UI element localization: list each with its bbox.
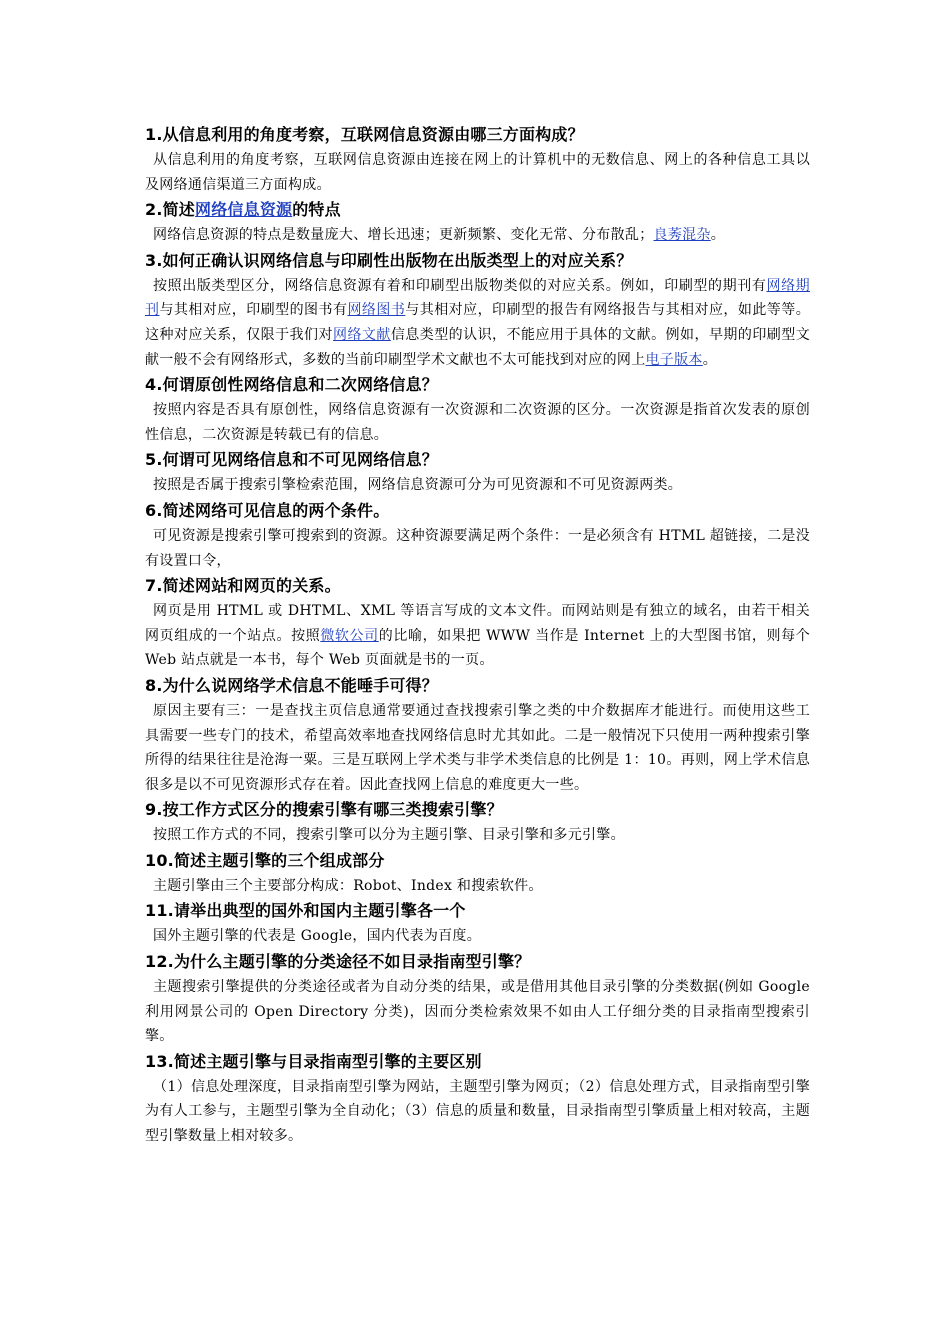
text-run: 13.简述主题引擎与目录指南型引擎的主要区别 xyxy=(145,1051,482,1071)
answer-paragraph-10 xyxy=(145,874,810,899)
hyperlink[interactable]: 网络期刊 xyxy=(145,277,810,319)
question-heading-5 xyxy=(145,447,810,473)
hyperlink[interactable]: 网络信息资源 xyxy=(195,200,293,220)
text-run: 10.简述主题引擎的三个组成部分 xyxy=(145,850,385,870)
question-heading-13 xyxy=(145,1049,810,1075)
document-page xyxy=(145,122,810,1149)
answer-paragraph-5 xyxy=(145,473,810,498)
text-run: 主题引擎由三个主要部分构成：Robot、Index 和搜索软件。 xyxy=(153,877,543,894)
text-run: 与其相对应，印刷型的图书有 xyxy=(159,302,348,319)
text-run: 按照出版类型区分，网络信息资源有着和印刷型出版物类似的对应关系。例如，印刷型的期刊有 xyxy=(153,277,767,294)
text-run: 12.为什么主题引擎的分类途径不如目录指南型引擎？ xyxy=(145,952,531,972)
answer-paragraph-13 xyxy=(145,1075,810,1149)
hyperlink[interactable]: 良莠混杂 xyxy=(653,227,711,244)
answer-paragraph-4 xyxy=(145,398,810,447)
hyperlink[interactable]: 网络图书 xyxy=(347,302,406,319)
answer-paragraph-9 xyxy=(145,823,810,848)
hyperlink[interactable]: 网络文献 xyxy=(332,326,391,343)
text-run: 按照内容是否具有原创性，网络信息资源有一次资源和二次资源的区分。一次资源是指首次发表的原创性信息，二次资源是转载已有的信息。 xyxy=(145,402,810,443)
text-run: 5.何谓可见网络信息和不可见网络信息？ xyxy=(145,450,439,470)
answer-paragraph-7 xyxy=(145,599,810,673)
question-heading-8 xyxy=(145,673,810,699)
question-heading-3 xyxy=(145,248,810,274)
hyperlink[interactable]: 微软公司 xyxy=(320,627,379,644)
text-run: 可见资源是搜索引擎可搜索到的资源。这种资源要满足两个条件：一是必须含有 HTML 超链接，二是没有设置口令， xyxy=(145,527,810,569)
question-heading-12 xyxy=(145,949,810,975)
text-run: 3.如何正确认识网络信息与印刷性出版物在出版类型上的对应关系？ xyxy=(145,250,633,270)
text-run: 9.按工作方式区分的搜索引擎有哪三类搜索引擎？ xyxy=(145,800,503,820)
question-heading-1 xyxy=(145,122,810,148)
question-heading-6 xyxy=(145,498,810,524)
question-heading-10 xyxy=(145,848,810,874)
text-run: 网页是用 HTML 或 DHTML、XML 等语言写成的文本文件。而网站则是有独立的域名，由若干相关网页组成的一个站点。按照 xyxy=(145,603,810,644)
answer-paragraph-12 xyxy=(145,975,810,1049)
text-run: 1.从信息利用的角度考察，互联网信息资源由哪三方面构成？ xyxy=(145,125,584,144)
question-heading-7 xyxy=(145,573,810,599)
text-run: 主题搜索引擎提供的分类途径或者为自动分类的结果，或是借用其他目录引擎的分类数据(例如 Google 利用网景公司的 Open Directory 分类)，因而分类检索效果不如由人工仔细分类的目录指南型搜索引擎。 xyxy=(145,979,810,1045)
text-run: 国外主题引擎的代表是 Google，国内代表为百度。 xyxy=(153,928,482,945)
text-run: 11.请举出典型的国外和国内主题引擎各一个 xyxy=(145,901,466,921)
text-run: 。 xyxy=(710,227,726,244)
text-run: （1）信息处理深度，目录指南型引擎为网站，主题型引擎为网页；（2）信息处理方式，目录指南型引擎为有人工参与，主题型引擎为全自动化；（3）信息的质量和数量，目录指南型引擎质量上相对较高，主题型引擎数量上相对较多。 xyxy=(145,1078,810,1145)
text-run: 4.何谓原创性网络信息和二次网络信息？ xyxy=(145,375,439,395)
text-run: 。 xyxy=(702,351,718,368)
text-run: 7.简述网站和网页的关系。 xyxy=(145,576,341,596)
text-run: 从信息利用的角度考察，互联网信息资源由连接在网上的计算机中的无数信息、网上的各种信息工具以及网络通信渠道三方面构成。 xyxy=(145,152,810,193)
text-run: 信息类型的认识，不能应用于具体的文献。例如，早期的印刷型文献一般不会有网络形式，多数的当前印刷型学术文献也不太可能找到对应的网上 xyxy=(145,326,810,368)
text-run: 2.简述 xyxy=(145,200,196,220)
text-run: 网络信息资源的特点是数量庞大、增长迅速；更新频繁、变化无常、分布散乱； xyxy=(153,227,654,244)
question-heading-4 xyxy=(145,372,810,398)
answer-paragraph-6 xyxy=(145,524,810,573)
text-run: 按照是否属于搜索引擎检索范围，网络信息资源可分为可见资源和不可见资源两类。 xyxy=(153,477,683,494)
question-heading-2 xyxy=(145,197,810,223)
answer-paragraph-8 xyxy=(145,699,810,797)
text-run: 与其相对应，印刷型的报告有网络报告与其相对应，如此等等。这种对应关系，仅限于我们对 xyxy=(145,302,810,343)
text-run: 原因主要有三：一是查找主页信息通常要通过查找搜索引擎之类的中介数据库才能进行。而使用这些工具需要一些专门的技术，希望高效率地查找网络信息时尤其如此。二是一般情况下只使用一两种搜索引擎所得的结果往往是沧海一粟。三是互联网上学术类与非学术类信息的比例是 1：10。再则，网上学术信息很多是以不可见资源形式存在着。因此查找网上信息的难度更大一些。 xyxy=(145,702,810,793)
question-heading-11 xyxy=(145,898,810,924)
answer-paragraph-3 xyxy=(145,274,810,372)
answer-paragraph-1 xyxy=(145,148,810,197)
text-run: 8.为什么说网络学术信息不能唾手可得？ xyxy=(145,675,439,695)
answer-paragraph-11 xyxy=(145,924,810,949)
answer-paragraph-2 xyxy=(145,223,810,248)
question-heading-9 xyxy=(145,797,810,823)
text-run: 6.简述网络可见信息的两个条件。 xyxy=(145,500,390,520)
text-run: 按照工作方式的不同，搜索引擎可以分为主题引擎、目录引擎和多元引擎。 xyxy=(153,827,625,844)
text-run: 的特点 xyxy=(292,200,341,220)
hyperlink[interactable]: 电子版本 xyxy=(645,351,703,368)
text-run: 的比喻，如果把 WWW 当作是 Internet 上的大型图书馆，则每个 Web 站点就是一本书，每个 Web 页面就是书的一页。 xyxy=(145,627,810,669)
